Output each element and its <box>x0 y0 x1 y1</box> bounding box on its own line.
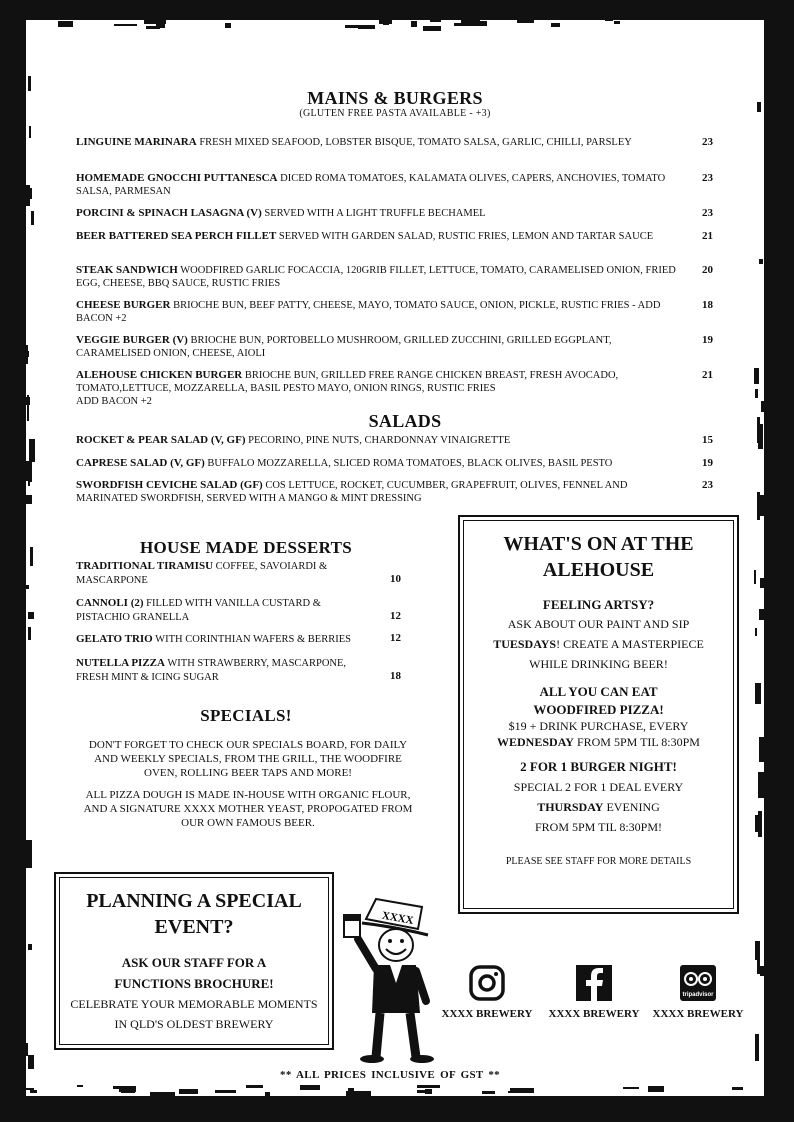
grunge-fleck <box>517 19 533 23</box>
dessert-item <box>76 632 376 647</box>
grunge-fleck <box>29 126 31 137</box>
grunge-fleck <box>30 1090 37 1093</box>
event-artsy-line2-rest: ! CREATE A MASTERPIECE <box>556 637 704 651</box>
event-burger-heading: 2 FOR 1 BURGER NIGHT! <box>520 759 677 774</box>
grunge-fleck <box>759 259 763 264</box>
mains-item-desc: SERVED WITH A LIGHT TRUFFLE BECHAMEL <box>264 208 486 219</box>
grunge-fleck <box>28 612 35 619</box>
event-artsy-line2 <box>460 637 737 652</box>
grunge-fleck <box>757 417 760 444</box>
grunge-fleck <box>156 23 165 28</box>
grunge-fleck <box>508 1091 527 1094</box>
mains-item-desc: FRESH MIXED SEAFOOD, LOBSTER BISQUE, TOMATO SALSA, GARLIC, CHILLI, PARSLEY <box>199 137 632 148</box>
whats-on-title: WHAT'S ON AT THE ALEHOUSE <box>503 533 694 581</box>
grunge-fleck <box>417 1090 429 1093</box>
grunge-fleck <box>150 1092 175 1098</box>
social-facebook[interactable] <box>542 964 646 1020</box>
mains-item <box>76 172 686 198</box>
dessert-item-name: GELATO TRIO <box>76 633 153 645</box>
mains-item-desc: BRIOCHE BUN, PORTOBELLO MUSHROOM, GRILLED ZUCCHINI, GRILLED EGGPLANT, CARAMELISED ONION, CHEESE, AIOLI <box>76 335 612 359</box>
grunge-fleck <box>759 609 764 620</box>
dessert-item-desc: COFFEE, SAVOIARDI & MASCARPONE <box>76 561 328 586</box>
dessert-item-price: 12 <box>390 632 401 644</box>
grunge-fleck <box>246 1085 263 1089</box>
mains-subtitle: (GLUTEN FREE PASTA AVAILABLE - +3) <box>299 108 491 119</box>
dessert-item-desc: WITH STRAWBERRY, MASCARPONE, FRESH MINT & ICING SUGAR <box>76 658 347 683</box>
mains-item <box>76 299 686 325</box>
grunge-fleck <box>759 737 766 762</box>
grunge-fleck <box>755 389 758 399</box>
grunge-fleck <box>760 578 765 587</box>
grunge-fleck <box>614 21 620 24</box>
salads-item-name: ROCKET & PEAR SALAD (V, GF) <box>76 434 246 446</box>
dessert-item-name: CANNOLI (2) <box>76 597 144 609</box>
grunge-fleck <box>28 76 31 92</box>
mains-title: MAINS & BURGERS <box>307 88 483 108</box>
mascot-figure <box>336 893 436 1065</box>
mains-item-price: 19 <box>702 334 713 346</box>
dessert-item <box>76 656 376 685</box>
tripadvisor-logo-text: tripadvisor <box>682 992 714 998</box>
planning-box <box>54 872 334 1050</box>
grunge-fleck <box>114 24 137 26</box>
mains-item-desc: WOODFIRED GARLIC FOCACCIA, 120GRIB FILLET, LETTUCE, TOMATO, CARAMELISED ONION, FRIED EGG, CHEESE, BBQ SAUCE, RUSTIC FRIES <box>76 265 676 289</box>
grunge-fleck <box>215 1090 235 1093</box>
social-facebook-label: XXXX BREWERY <box>548 1008 640 1020</box>
mascot-illustration <box>336 893 436 1065</box>
grunge-fleck <box>26 840 32 867</box>
mains-item-desc: DICED ROMA TOMATOES, KALAMATA OLIVES, CAPERS, ANCHOVIES, TOMATO SALSA, PARMESAN <box>76 173 666 197</box>
grunge-fleck <box>144 18 167 24</box>
grunge-fleck <box>225 23 232 28</box>
grunge-fleck <box>755 815 760 832</box>
mains-item-name: HOMEMADE GNOCCHI PUTTANESCA <box>76 172 278 184</box>
grunge-fleck <box>265 1092 270 1097</box>
specials-title: SPECIALS! <box>200 706 292 725</box>
event-pizza-line2-rest: FROM 5PM TIL 8:30PM <box>573 735 700 749</box>
grunge-fleck <box>754 570 756 583</box>
grunge-fleck <box>358 25 375 29</box>
salads-item-price: 23 <box>702 479 713 491</box>
border-top <box>0 0 794 20</box>
grunge-fleck <box>30 547 33 566</box>
grunge-fleck <box>482 1091 495 1093</box>
grunge-fleck <box>346 1091 371 1095</box>
event-pizza-day: WEDNESDAY <box>497 735 574 749</box>
grunge-fleck <box>411 21 418 27</box>
grunge-fleck <box>77 1085 83 1087</box>
desserts-title: HOUSE MADE DESSERTS <box>140 538 352 557</box>
grunge-fleck <box>648 1086 665 1092</box>
facebook-icon <box>575 964 613 1002</box>
mains-item-price: 23 <box>702 207 713 219</box>
grunge-fleck <box>24 351 29 357</box>
grunge-fleck <box>29 439 35 462</box>
grunge-fleck <box>623 1087 639 1089</box>
mains-item-name: BEER BATTERED SEA PERCH FILLET <box>76 230 277 242</box>
dessert-item-desc: WITH CORINTHIAN WAFERS & BERRIES <box>155 634 351 645</box>
dessert-item-name: TRADITIONAL TIRAMISU <box>76 560 214 572</box>
mains-item-desc: BRIOCHE BUN, BEEF PATTY, CHEESE, MAYO, TOMATO SAUCE, ONION, PICKLE, RUSTIC FRIES - ADD BACON +2 <box>76 300 661 324</box>
mains-item <box>76 207 686 220</box>
grunge-fleck <box>417 1085 440 1088</box>
grunge-fleck <box>119 1086 136 1092</box>
salads-title: SALADS <box>368 411 442 431</box>
prices-note: ** ALL PRICES INCLUSIVE OF GST ** <box>280 1069 500 1081</box>
mascot-hat-text: XXXX <box>380 909 415 927</box>
mains-item <box>76 334 686 360</box>
dessert-item <box>76 559 376 588</box>
mains-item-price: 23 <box>702 136 713 148</box>
salads-item-desc: BUFFALO MOZZARELLA, SLICED ROMA TOMATOES, BLACK OLIVES, BASIL PESTO <box>207 458 613 469</box>
salads-item <box>76 457 686 470</box>
mains-item-price: 21 <box>702 369 713 381</box>
mains-item-name: STEAK SANDWICH <box>76 264 178 276</box>
grunge-fleck <box>430 18 441 21</box>
grunge-fleck <box>28 464 30 486</box>
social-tripadvisor[interactable] <box>648 964 748 1020</box>
mains-item-desc: BRIOCHE BUN, GRILLED FREE RANGE CHICKEN BREAST, FRESH AVOCADO, TOMATO,LETTUCE, MOZZARELLA, BASIL PESTO MAYO, ONION RINGS, RUSTIC FRIES <box>76 370 619 394</box>
salads-item-price: 19 <box>702 457 713 469</box>
grunge-fleck <box>757 102 761 112</box>
grunge-fleck <box>31 211 35 225</box>
grunge-fleck <box>26 397 30 405</box>
salads-item <box>76 479 686 505</box>
grunge-fleck <box>732 1087 743 1090</box>
event-artsy-heading: FEELING ARTSY? <box>542 597 655 612</box>
social-instagram-label: XXXX BREWERY <box>441 1008 533 1020</box>
mains-item-price: 21 <box>702 230 713 242</box>
mains-item <box>76 230 686 243</box>
event-burger-line2-rest: EVENING <box>603 800 660 814</box>
event-burger-day: THURSDAY <box>537 800 604 814</box>
specials-text-1: DON'T FORGET TO CHECK OUR SPECIALS BOARD, FOR DAILY AND WEEKLY SPECIALS, FROM THE GRILL, THE WOODFIRE OVEN, ROLLING BEER TAPS AND MORE! <box>88 739 408 779</box>
grunge-fleck <box>551 23 561 26</box>
mains-item-price: 20 <box>702 264 713 276</box>
dessert-item-price: 12 <box>390 610 401 622</box>
dessert-item <box>76 596 376 625</box>
grunge-fleck <box>758 495 764 516</box>
mains-item-name: CHEESE BURGER <box>76 299 171 311</box>
salads-item-price: 15 <box>702 434 713 446</box>
mains-item-name: ALEHOUSE CHICKEN BURGER <box>76 369 243 381</box>
event-pizza-heading: ALL YOU CAN EAT WOODFIRED PIZZA! <box>533 684 664 717</box>
salads-item-name: CAPRESE SALAD (V, GF) <box>76 457 205 469</box>
dessert-item-name: NUTELLA PIZZA <box>76 657 165 669</box>
event-pizza-line2 <box>460 735 737 750</box>
border-left <box>0 0 26 1122</box>
mains-item <box>76 136 686 149</box>
social-instagram[interactable] <box>436 964 538 1020</box>
grunge-fleck <box>423 26 441 31</box>
grunge-fleck <box>760 966 764 976</box>
grunge-fleck <box>345 25 359 29</box>
event-burger-line2 <box>460 800 737 815</box>
dessert-item-price: 10 <box>390 573 401 585</box>
salads-item-name: SWORDFISH CEVICHE SALAD (GF) <box>76 479 263 491</box>
grunge-fleck <box>28 944 32 950</box>
grunge-fleck <box>461 19 480 24</box>
planning-heading: ASK OUR STAFF FOR A FUNCTIONS BROCHURE! <box>114 955 274 991</box>
whats-on-box <box>458 515 739 914</box>
whats-on-footer: PLEASE SEE STAFF FOR MORE DETAILS <box>505 856 692 867</box>
grunge-fleck <box>25 495 32 504</box>
planning-body: CELEBRATE YOUR MEMORABLE MOMENTS IN QLD'S OLDEST BREWERY <box>70 997 318 1031</box>
instagram-icon <box>468 964 506 1002</box>
grunge-fleck <box>28 188 32 199</box>
grunge-fleck <box>58 21 70 27</box>
grunge-fleck <box>755 683 761 704</box>
grunge-fleck <box>605 19 613 21</box>
event-pizza-line1: $19 + DRINK PURCHASE, EVERY <box>508 719 689 733</box>
grunge-fleck <box>757 950 760 974</box>
tripadvisor-icon <box>679 964 717 1002</box>
salads-item-desc: PECORINO, PINE NUTS, CHARDONNAY VINAIGRETTE <box>248 435 511 446</box>
mains-item-price: 23 <box>702 172 713 184</box>
grunge-fleck <box>179 1089 198 1094</box>
grunge-fleck <box>26 585 30 590</box>
salads-item-desc: COS LETTUCE, ROCKET, CUCUMBER, GRAPEFRUIT, OLIVES, FENNEL AND MARINATED SWORDFISH, SERVED WITH A MANGO & MINT DRESSING <box>76 480 628 504</box>
salads-item <box>76 434 686 447</box>
dessert-item-price: 18 <box>390 670 401 682</box>
grunge-fleck <box>28 1055 34 1069</box>
grunge-fleck <box>761 401 764 412</box>
mains-item <box>76 369 686 408</box>
event-burger-line3: FROM 5PM TIL 8:30PM! <box>534 820 663 834</box>
grunge-fleck <box>300 1085 321 1091</box>
mains-item-name: PORCINI & SPINACH LASAGNA (V) <box>76 207 262 219</box>
mains-item-name: VEGGIE BURGER (V) <box>76 334 188 346</box>
mains-item-extra: ADD BACON +2 <box>76 396 152 407</box>
planning-title: PLANNING A SPECIAL EVENT? <box>86 890 302 938</box>
border-right <box>764 0 794 1122</box>
grunge-fleck <box>754 368 758 384</box>
event-artsy-line3: WHILE DRINKING BEER! <box>529 657 668 671</box>
border-bottom <box>0 1096 794 1122</box>
grunge-fleck <box>28 627 31 640</box>
event-artsy-day: TUESDAYS <box>493 637 557 651</box>
specials-text-2: ALL PIZZA DOUGH IS MADE IN-HOUSE WITH ORGANIC FLOUR, AND A SIGNATURE XXXX MOTHER YEAST, PROPOGATED FROM OUR OWN FAMOUS BEER. <box>83 789 413 829</box>
mains-item <box>76 264 686 290</box>
grunge-fleck <box>758 772 764 798</box>
mains-item-desc: SERVED WITH GARDEN SALAD, RUSTIC FRIES, LEMON AND TARTAR SAUCE <box>278 231 654 242</box>
social-tripadvisor-label: XXXX BREWERY <box>652 1008 744 1020</box>
event-artsy-line1: ASK ABOUT OUR PAINT AND SIP <box>507 617 690 631</box>
mains-item-name: LINGUINE MARINARA <box>76 136 197 148</box>
mains-item-price: 18 <box>702 299 713 311</box>
grunge-fleck <box>755 1034 759 1061</box>
grunge-fleck <box>755 628 757 636</box>
dessert-item-desc: FILLED WITH VANILLA CUSTARD & PISTACHIO GRANELLA <box>76 598 321 623</box>
grunge-fleck <box>379 20 392 24</box>
event-burger-line1: SPECIAL 2 FOR 1 DEAL EVERY <box>513 780 684 794</box>
